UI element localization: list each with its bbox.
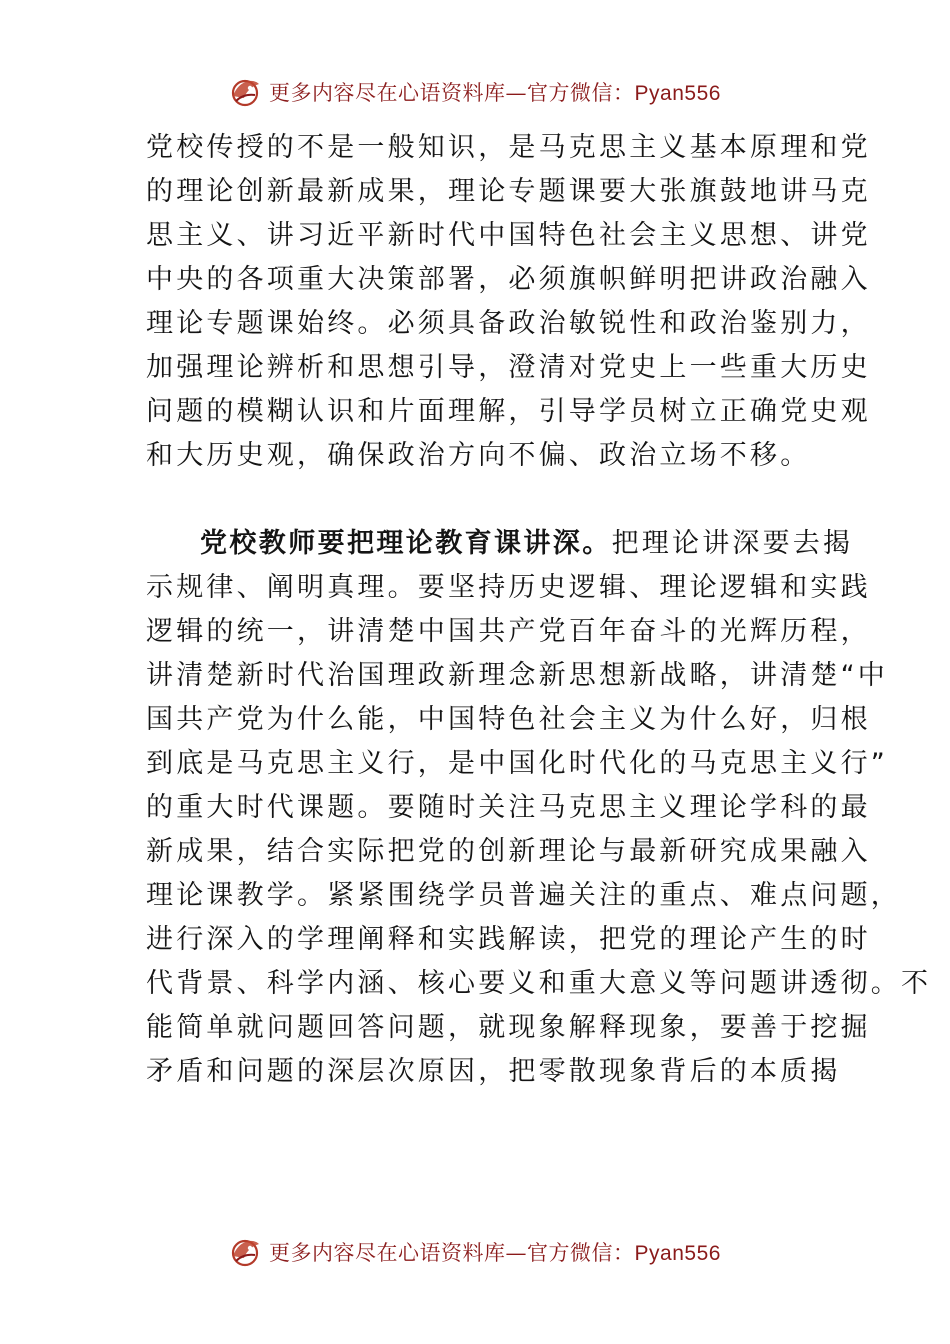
paragraph-line: 理论课教学。紧紧围绕学员普遍关注的重点、难点问题， [146, 880, 901, 911]
paragraph-line: 国共产党为什么能，中国特色社会主义为什么好，归根 [146, 704, 871, 735]
paragraph-line: 问题的模糊认识和片面理解，引导学员树立正确党史观 [146, 396, 871, 427]
paragraph-line: 理论专题课始终。必须具备政治敏锐性和政治鉴别力， [146, 308, 871, 339]
paragraph-line: 矛盾和问题的深层次原因，把零散现象背后的本质揭 [146, 1056, 841, 1087]
paragraph-line: 新成果，结合实际把党的创新理论与最新研究成果融入 [146, 836, 871, 867]
paragraph-line-rest: 把理论讲深要去揭 [611, 528, 854, 559]
paragraph-line: 逻辑的统一，讲清楚中国共产党百年奋斗的光辉历程， [146, 616, 871, 647]
paragraph-lead-sentence: 党校教师要把理论教育课讲深。 [200, 528, 612, 559]
paragraph-spacer [146, 478, 816, 522]
paragraph-line: 到底是马克思主义行，是中国化时代化的马克思主义行” [146, 748, 888, 779]
paragraph-line: 和大历史观，确保政治方向不偏、政治立场不移。 [146, 440, 811, 471]
footer-banner [0, 1232, 950, 1272]
paragraph-line: 示规律、阐明真理。要坚持历史逻辑、理论逻辑和实践 [146, 572, 871, 603]
paragraph-2 [146, 522, 932, 1094]
paragraph-line: 的理论创新最新成果，理论专题课要大张旗鼓地讲马克 [146, 176, 871, 207]
paragraph-line: 加强理论辨析和思想引导，澄清对党史上一些重大历史 [146, 352, 871, 383]
paragraph-line: 进行深入的学理阐释和实践解读，把党的理论产生的时 [146, 924, 871, 955]
paragraph-line: 讲清楚新时代治国理政新理念新思想新战略，讲清楚“中 [146, 660, 888, 691]
paragraph-line: 中央的各项重大决策部署，必须旗帜鲜明把讲政治融入 [146, 264, 871, 295]
header-banner-wechat-id: Pyan556 [634, 82, 721, 105]
footer-banner-text [269, 1237, 721, 1267]
paragraph-first-line [146, 522, 854, 566]
paragraph-line: 思主义、讲习近平新时代中国特色社会主义思想、讲党 [146, 220, 871, 251]
paragraph-line: 能简单就问题回答问题，就现象解释现象，要善于挖掘 [146, 1012, 871, 1043]
paragraph-line: 党校传授的不是一般知识，是马克思主义基本原理和党 [146, 132, 871, 163]
brand-logo-icon [227, 74, 263, 110]
document-body [146, 126, 932, 1094]
header-banner-text [269, 77, 721, 107]
paragraph-line: 代背景、科学内涵、核心要义和重大意义等问题讲透彻。不 [146, 968, 932, 999]
brand-logo-icon [227, 1234, 263, 1270]
paragraph-1 [146, 126, 871, 478]
footer-banner-wechat-id: Pyan556 [634, 1242, 721, 1265]
header-banner [0, 72, 950, 112]
paragraph-line: 的重大时代课题。要随时关注马克思主义理论学科的最 [146, 792, 871, 823]
header-banner-cn: 更多内容尽在心语资料库—官方微信： [269, 81, 635, 105]
footer-banner-cn: 更多内容尽在心语资料库—官方微信： [269, 1241, 635, 1265]
